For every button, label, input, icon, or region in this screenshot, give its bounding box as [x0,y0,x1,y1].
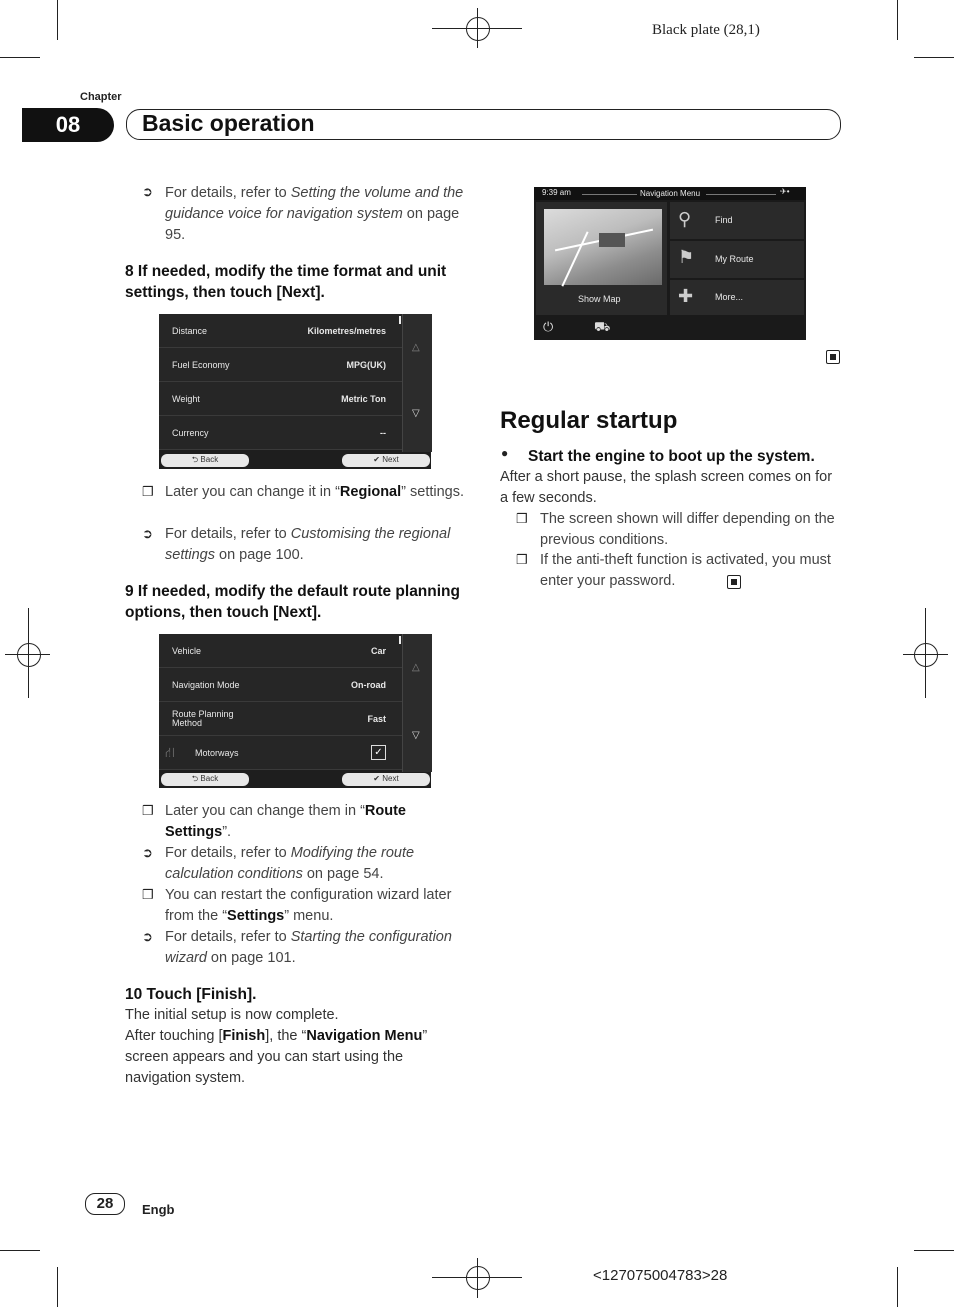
crop-mark [0,1250,40,1251]
settings-row[interactable]: Vehicle Car [159,634,402,668]
check-icon: ✔ [373,774,383,783]
step-9: 9 If needed, modify the default route planning options, then touch [Next]. [125,583,460,621]
paragraph-setup-complete: The initial setup is now complete. [125,1007,339,1023]
document-code: <127075004783>28 [593,1267,728,1284]
crop-mark [57,0,58,40]
crop-mark [897,0,898,40]
back-arrow-icon: ⮌ [191,455,201,464]
paragraph-splash: After a short pause, the splash screen comes on for a few seconds. [500,469,833,506]
note-route-settings: Later you can change them in “Route Settings”. [165,803,406,840]
map-thumbnail [544,209,662,285]
step-8: 8 If needed, modify the time format and unit settings, then touch [Next]. [125,263,447,301]
find-menu-item[interactable]: ⚲ Find [670,202,804,239]
reference-volume: For details, refer to Setting the volume and the guidance voice for navigation system on page 95. [165,185,464,243]
satellite-icon: ✈• [780,187,790,196]
page-number: 28 [85,1193,125,1215]
square-bullet-icon: ❒ [516,511,528,526]
chapter-label: Chapter [80,91,122,103]
settings-row[interactable]: ⛙ Motorways ✓ [159,736,402,770]
back-button[interactable]: ⮌ Back [161,454,249,467]
my-route-menu-item[interactable]: ⚑ My Route [670,241,804,278]
show-map-tile[interactable]: Show Map [536,202,667,315]
next-button[interactable]: ✔ Next [342,454,430,467]
crop-mark [897,1267,898,1307]
chapter-title: Basic operation [142,110,315,136]
arrow-bullet-icon: ➲ [142,845,153,860]
crop-mark [914,1250,954,1251]
note-wizard: You can restart the configuration wizard later from the “Settings” menu. [165,887,452,924]
square-bullet-icon: ❒ [142,484,154,499]
magnifier-icon: ⚲ [678,209,692,229]
scroll-up-icon[interactable]: △ [412,342,420,353]
note-screen-differs: The screen shown will differ depending on the previous conditions. [540,511,835,548]
more-menu-item[interactable]: ✚ More... [670,280,804,315]
scroll-down-icon[interactable]: ▽ [412,730,420,741]
note-regional: Later you can change it in “Regional” settings. [165,484,465,500]
settings-row[interactable]: Currency -- [159,416,402,450]
next-button[interactable]: ✔ Next [342,773,430,786]
step-10: 10 Touch [Finish]. [125,986,257,1003]
motorways-checkbox[interactable]: ✓ [371,745,386,760]
end-mark-icon [826,350,840,364]
puzzle-icon: ✚ [678,286,694,306]
back-arrow-icon: ⮌ [191,774,201,783]
navigation-menu-screen [534,187,806,340]
scrollbar[interactable] [402,634,432,772]
note-anti-theft: If the anti-theft function is activated, you must enter your password. [540,552,831,589]
status-bar: 9:39 am Navigation Menu ✈• [534,187,806,200]
route-settings-screen [159,634,431,788]
settings-row[interactable]: Weight Metric Ton [159,382,402,416]
arrow-bullet-icon: ➲ [142,526,153,541]
crop-mark [0,57,40,58]
square-bullet-icon: ❒ [142,803,154,818]
language-code: Engb [142,1202,175,1217]
round-bullet-icon: ● [501,446,509,460]
square-bullet-icon: ❒ [516,552,528,567]
units-settings-screen [159,314,431,469]
reference-route: For details, refer to Modifying the route calculation conditions on page 54. [165,845,415,882]
settings-row[interactable]: Navigation Mode On-road [159,668,402,702]
scrollbar[interactable] [402,314,432,452]
section-title: Regular startup [500,407,678,434]
end-mark-icon [727,575,741,589]
paragraph-after-finish: After touching [Finish], the “Navigation Menu” screen appears and you can start using the navigation system. [125,1028,428,1086]
scroll-up-icon[interactable]: △ [412,662,420,673]
plate-label: Black plate (28,1) [652,22,760,38]
arrow-bullet-icon: ➲ [142,929,153,944]
settings-row[interactable]: Fuel Economy MPG(UK) [159,348,402,382]
arrow-bullet-icon: ➲ [142,184,153,199]
square-bullet-icon: ❒ [142,887,154,902]
check-icon: ✔ [373,455,383,464]
scroll-down-icon[interactable]: ▽ [412,408,420,419]
settings-row[interactable]: Distance Kilometres/metres [159,314,402,348]
power-icon[interactable]: ⏻ [543,319,554,334]
settings-row[interactable]: Route Planning Method Fast [159,702,402,736]
reference-regional: For details, refer to Customising the regional settings on page 100. [165,526,451,563]
crop-mark [914,57,954,58]
route-icon: ⚑ [678,247,695,267]
step-start-engine: Start the engine to boot up the system. [528,448,815,465]
crop-mark [57,1267,58,1307]
chapter-number: 08 [22,108,114,142]
motorway-icon: ⛙ [165,744,175,760]
cart-icon[interactable]: ⛟ [594,319,611,334]
reference-wizard: For details, refer to Starting the configuration wizard on page 101. [165,929,452,966]
back-button[interactable]: ⮌ Back [161,773,249,786]
